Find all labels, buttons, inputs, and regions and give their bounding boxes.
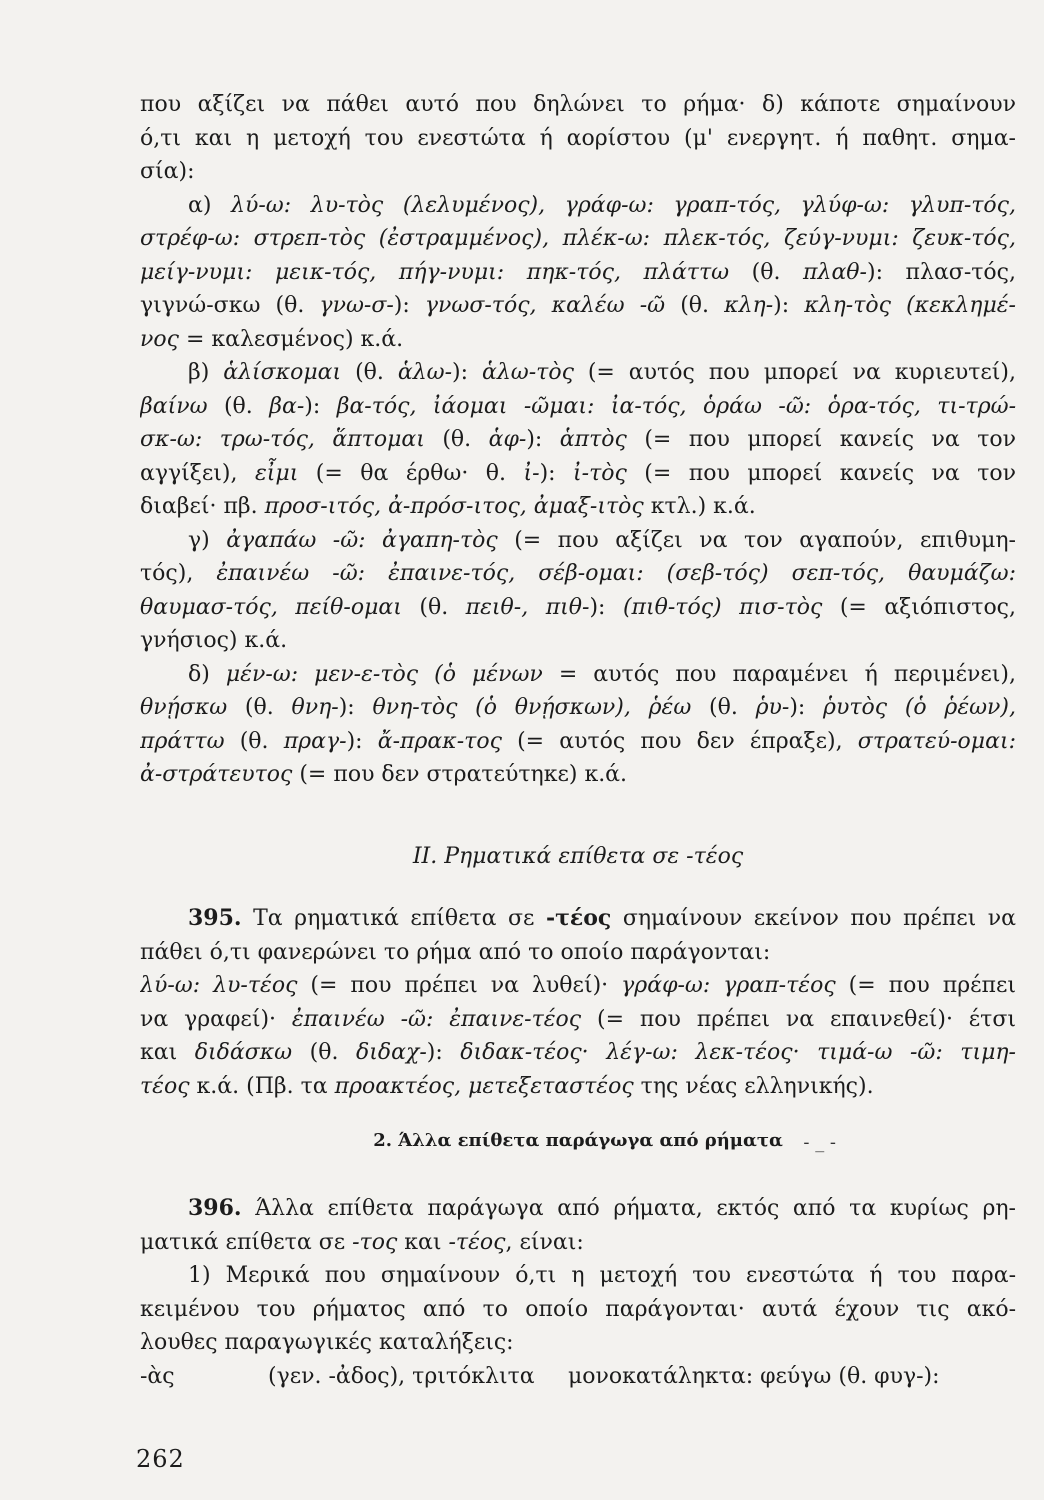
text-line: λουθες παραγωγικές καταλήξεις: <box>140 1330 514 1355</box>
text-line: γ) ἀγαπάω -ῶ: ἀγαπη-τὸς (= που αξίζει να τον αγαπούν, επιθυμη- <box>188 527 1016 553</box>
text-line <box>140 1360 1016 1394</box>
page-number: 262 <box>136 1445 185 1473</box>
text-line: κειμένου του ρήματος από το οποίο παράγονται· αυτά έχουν τις ακό- <box>140 1296 1016 1322</box>
text-line: γνήσιος) κ.ά. <box>140 628 288 653</box>
text-line: και διδάσκω (θ. διδαχ-): διδακ-τέος· λέγ-ω: λεκ-τέος· τιμά-ω -ῶ: τιμη- <box>140 1040 1016 1065</box>
paragraph-396 <box>140 1192 1016 1393</box>
text-line: που αξίζει να πάθει αυτό που δηλώνει το ρήμα· δ) κάποτε σημαίνουν <box>140 92 1016 117</box>
text-line: τέος κ.ά. (Πβ. τα προακτέος, μετεξεταστέος της νέας ελληνικής). <box>140 1073 874 1099</box>
text-line: 396. Άλλα επίθετα παράγωγα από ρήματα, εκτός από τα κυρίως ρη- <box>188 1195 1016 1221</box>
text-line: β) ἁλίσκομαι (θ. ἁλω-): ἁλω-τὸς (= αυτός που μπορεί να κυριευτεί), <box>188 360 1016 385</box>
text-line: πράττω (θ. πραγ-): ἄ-πρακ-τος (= αυτός που δεν έπραξε), στρατεύ-ομαι: <box>140 728 1016 754</box>
text-line: πάθει ό,τι φανερώνει το ρήμα από το οποίο παράγονται: <box>140 939 771 965</box>
text-line: μείγ-νυμι: μεικ-τός, πήγ-νυμι: πηκ-τός, πλάττω (θ. πλαθ-): πλασ-τός, <box>140 259 1016 285</box>
genitive-note: (γεν. -ἀδος), τριτόκλιτα <box>268 1363 535 1389</box>
text-line: 395. Τα ρηματικά επίθετα σε -τέος σημαίνουν εκείνον που πρέπει να <box>188 905 1016 931</box>
text-line: θνῄσκω (θ. θνη-): θνη-τὸς (ὁ θνῄσκων), ῥέω (θ. ῥυ-): ῥυτὸς (ὁ ῥέων), <box>140 695 1016 720</box>
text-line: διαβεί· πβ. προσ-ιτός, ἀ-πρόσ-ιτος, ἀμαξ-ιτὸς κτλ.) κ.ά. <box>140 494 756 519</box>
paragraph-395 <box>140 902 1016 1103</box>
text-line: ματικά επίθετα σε -τος και -τέος, είναι: <box>140 1229 584 1255</box>
text-line: σία): <box>140 159 195 184</box>
paragraph-number: 395. <box>188 905 242 931</box>
text-line: τός), ἐπαινέω -ῶ: ἐπαινε-τός, σέβ-ομαι: (σεβ-τός) σεπ-τός, θαυμάζω: <box>140 561 1016 586</box>
text-line: λύ-ω: λυ-τέος (= που πρέπει να λυθεί)· γράφ-ω: γραπ-τέος (= που πρέπει <box>140 973 1016 998</box>
text-line: νος = καλεσμένος) κ.ά. <box>140 326 404 352</box>
section-heading <box>140 1126 1016 1156</box>
text-line: ό,τι και η μετοχή του ενεστώτα ή αορίστου (μ' ενεργητ. ή παθητ. σημα- <box>140 125 1016 151</box>
text-line: σκ-ω: τρω-τός, ἅπτομαι (θ. ἁφ-): ἁπτὸς (= που μπορεί κανείς να τον <box>140 427 1016 452</box>
line-rest: μονοκατάληκτα: φεύγω (θ. φυγ-): <box>568 1363 940 1389</box>
text-line: στρέφ-ω: στρεπ-τὸς (ἐστραμμένος), πλέκ-ω: πλεκ-τός, ζεύγ-νυμι: ζευκ-τός, <box>140 226 1016 251</box>
ink-mark-icon: ‑ _ ‑ <box>803 1132 836 1153</box>
text-line: ἀ-στράτευτος (= που δεν στρατεύτηκε) κ.ά. <box>140 762 628 787</box>
section-heading-text: 2. Άλλα επίθετα παράγωγα από ρήματα <box>373 1130 783 1151</box>
text-line: αγγίξει), εἶμι (= θα έρθω· θ. ἰ-): ἰ-τὸς (= που μπορεί κανείς να τον <box>140 460 1016 486</box>
suffix: -ὰς <box>140 1363 175 1389</box>
paragraph-number: 396. <box>188 1195 242 1221</box>
continued-paragraph <box>140 88 1016 792</box>
text-line: να γραφεί)· ἐπαινέω -ῶ: ἐπαινε-τέος (= που πρέπει να επαινεθεί)· έτσι <box>140 1006 1016 1032</box>
text-line: δ) μέν-ω: μεν-ε-τὸς (ὁ μένων = αυτός που παραμένει ή περιμένει), <box>188 661 1016 687</box>
text-line: 1) Μερικά που σημαίνουν ό,τι η μετοχή του ενεστώτα ή του παρα- <box>188 1263 1016 1288</box>
text-line: α) λύ-ω: λυ-τὸς (λελυμένος), γράφ-ω: γραπ-τός, γλύφ-ω: γλυπ-τός, <box>188 192 1016 218</box>
text-line: γιγνώ-σκω (θ. γνω-σ-): γνωσ-τός, καλέω -ῶ (θ. κλη-): κλη-τὸς (κεκλημέ- <box>140 293 1016 318</box>
subsection-heading: II. Ρηματικά επίθετα σε -τέος <box>412 844 744 869</box>
text-line: θαυμασ-τός, πείθ-ομαι (θ. πειθ-, πιθ-): (πιθ-τός) πισ-τὸς (= αξιόπιστος, <box>140 594 1016 620</box>
text-line: βαίνω (θ. βα-): βα-τός, ἰάομαι -ῶμαι: ἰα-τός, ὁράω -ῶ: ὁρα-τός, τι-τρώ- <box>140 393 1016 419</box>
